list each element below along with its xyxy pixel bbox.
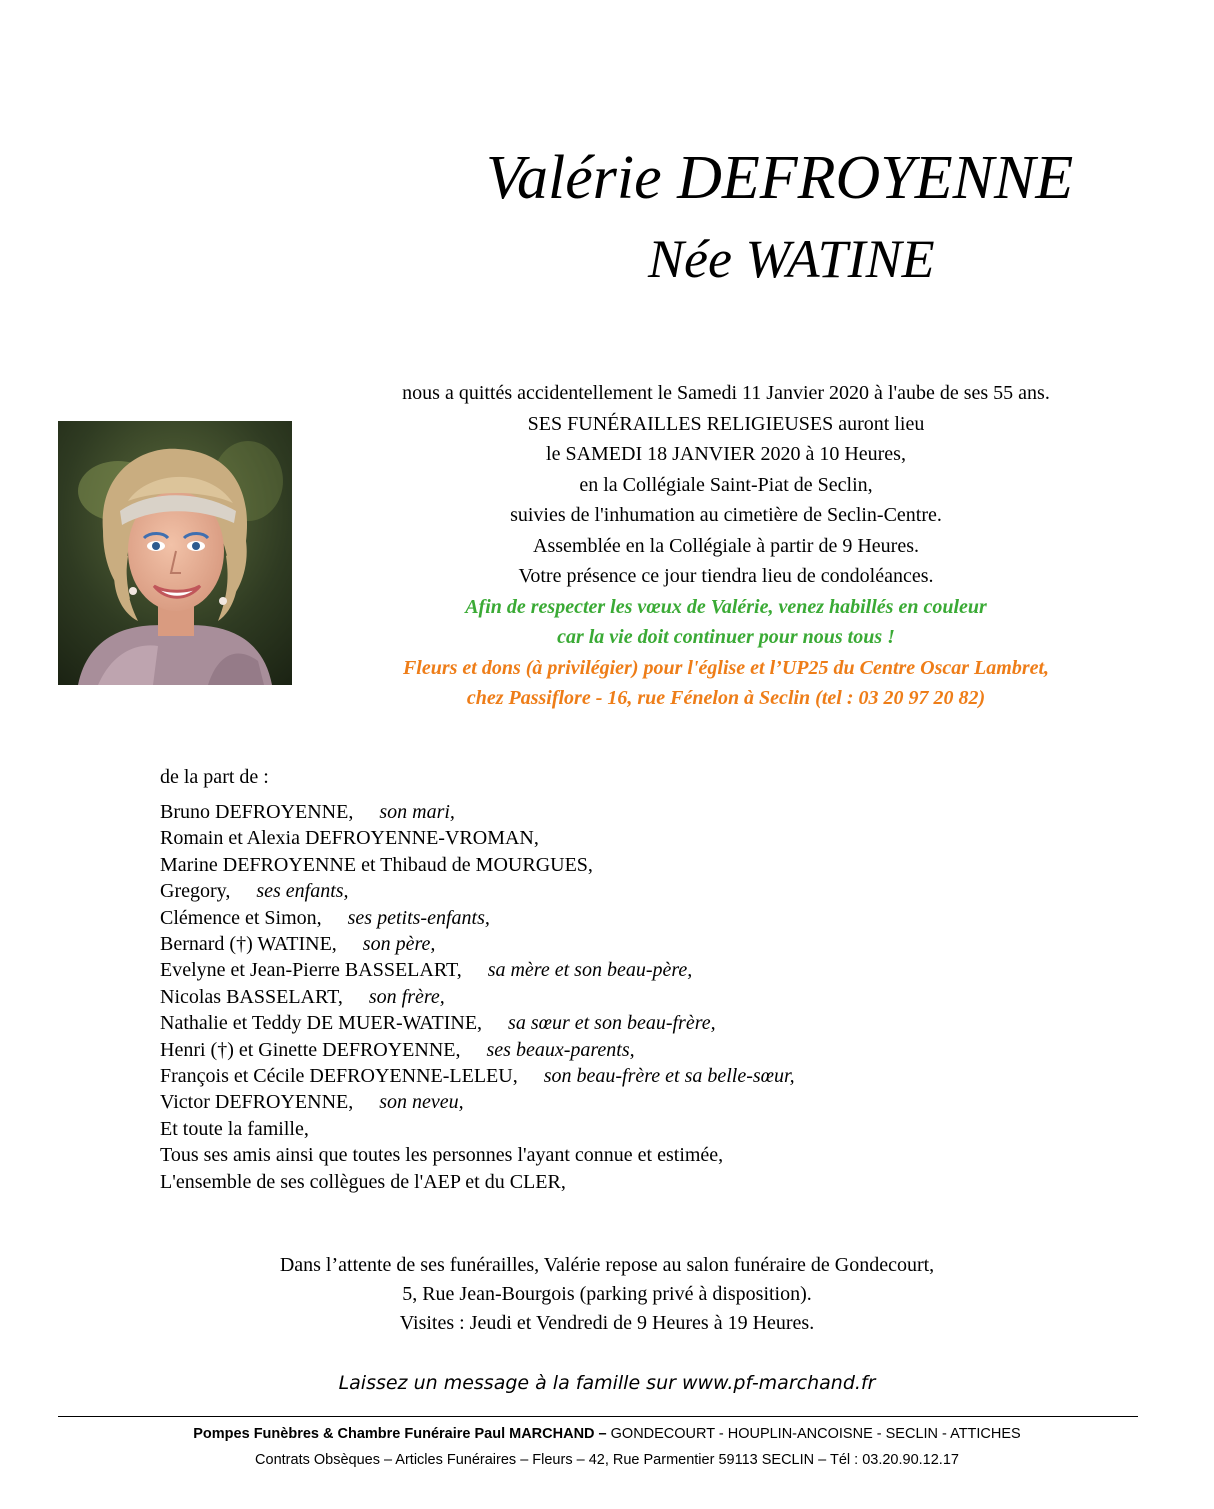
- member-relation: son neveu,: [379, 1091, 464, 1114]
- member-names: Nicolas BASSELART,: [160, 985, 343, 1008]
- footer-locations: GONDECOURT - HOUPLIN-ANCOISNE - SECLIN - ATTICHES: [610, 1426, 1021, 1442]
- member-names: Victor DEFROYENNE,: [160, 1091, 354, 1114]
- member-relation: son beau-frère et sa belle-sœur,: [543, 1065, 795, 1088]
- announcement-line: Assemblée en la Collégiale à partir de 9 Heures.: [533, 534, 919, 557]
- member-relation: son père,: [362, 933, 436, 956]
- repose-line: Dans l’attente de ses funérailles, Valérie repose au salon funéraire de Gondecourt,: [279, 1254, 935, 1276]
- announcement-block: [340, 378, 1112, 714]
- repose-line: 5, Rue Jean-Bourgois (parking privé à disposition).: [402, 1283, 812, 1305]
- member-relation: ses petits-enfants,: [347, 906, 490, 929]
- announcement-line: le SAMEDI 18 JANVIER 2020 à 10 Heures,: [546, 443, 906, 465]
- family-member: [160, 878, 795, 904]
- member-names: Romain et Alexia DEFROYENNE-VROMAN,: [160, 827, 539, 850]
- member-relation: ses enfants,: [256, 880, 349, 903]
- family-member: [160, 1063, 795, 1089]
- family-member: [160, 931, 795, 957]
- member-relation: ses beaux-parents,: [486, 1038, 635, 1061]
- announcement-line: Votre présence ce jour tiendra lieu de condoléances.: [518, 565, 934, 587]
- member-names: L'ensemble de ses collègues de l'AEP et du CLER,: [160, 1170, 566, 1193]
- member-names: François et Cécile DEFROYENNE-LELEU,: [160, 1065, 518, 1088]
- member-names: Bernard (†) WATINE,: [160, 933, 337, 956]
- maiden-name: Née WATINE: [648, 229, 935, 289]
- family-member: [160, 1169, 795, 1195]
- footer-company: [0, 1426, 1214, 1442]
- family-member: [160, 1037, 795, 1063]
- announcement-line: nous a quittés accidentellement le Samedi 11 Janvier 2020 à l'aube de ses 55 ans.: [402, 382, 1050, 404]
- family-member: [160, 1142, 795, 1168]
- footer-divider: [58, 1416, 1138, 1417]
- family-list: [160, 799, 795, 1195]
- deceased-name: Valérie DEFROYENNE: [486, 144, 1074, 212]
- family-member: [160, 984, 795, 1010]
- member-names: Henri (†) et Ginette DEFROYENNE,: [160, 1038, 461, 1061]
- member-names: Gregory,: [160, 880, 231, 903]
- member-names: Marine DEFROYENNE et Thibaud de MOURGUES,: [160, 853, 593, 876]
- condolence-message-link[interactable]: Laissez un message à la famille sur www.pf-marchand.fr: [338, 1372, 876, 1394]
- family-member: [160, 1010, 795, 1036]
- family-member: [160, 1089, 795, 1115]
- repose-block: [100, 1251, 1114, 1338]
- member-relation: son mari,: [379, 801, 455, 823]
- member-names: Nathalie et Teddy DE MUER-WATINE,: [160, 1012, 483, 1035]
- member-names: Evelyne et Jean-Pierre BASSELART,: [160, 959, 462, 982]
- announcement-line: SES FUNÉRAILLES RELIGIEUSES auront lieu: [527, 412, 925, 435]
- family-intro: de la part de :: [160, 766, 269, 788]
- family-member: [160, 852, 795, 878]
- footer-services: Contrats Obsèques – Articles Funéraires – Fleurs – 42, Rue Parmentier 59113 SECLIN – Tél : 03.20.90.12.17: [255, 1452, 959, 1468]
- member-names: Et toute la famille,: [160, 1117, 309, 1140]
- flowers-donations-line: Fleurs et dons (à privilégier) pour l'église et l’UP25 du Centre Oscar Lambret,: [402, 656, 1050, 679]
- family-member: [160, 825, 795, 851]
- repose-line: Visites : Jeudi et Vendredi de 9 Heures à 19 Heures.: [399, 1312, 815, 1334]
- member-relation: sa mère et son beau-père,: [487, 959, 693, 982]
- family-member: [160, 905, 795, 931]
- flowers-donations-line: chez Passiflore - 16, rue Fénelon à Seclin (tel : 03 20 97 20 82): [466, 687, 986, 709]
- footer-company-name: Pompes Funèbres & Chambre Funéraire Paul MARCHAND –: [193, 1426, 607, 1442]
- member-names: Clémence et Simon,: [160, 906, 322, 929]
- member-names: Tous ses amis ainsi que toutes les personnes l'ayant connue et estimée,: [160, 1144, 724, 1167]
- family-member: [160, 799, 795, 825]
- dress-code-line: car la vie doit continuer pour nous tous !: [557, 626, 895, 648]
- portrait-photo: [58, 421, 292, 685]
- member-names: Bruno DEFROYENNE,: [160, 801, 354, 823]
- member-relation: sa sœur et son beau-frère,: [508, 1012, 716, 1035]
- announcement-line: suivies de l'inhumation au cimetière de Seclin-Centre.: [510, 504, 942, 526]
- dress-code-line: Afin de respecter les vœux de Valérie, venez habillés en couleur: [465, 595, 987, 618]
- family-member: [160, 957, 795, 983]
- announcement-line: en la Collégiale Saint-Piat de Seclin,: [579, 473, 873, 496]
- family-member: [160, 1116, 795, 1142]
- member-relation: son frère,: [368, 985, 445, 1008]
